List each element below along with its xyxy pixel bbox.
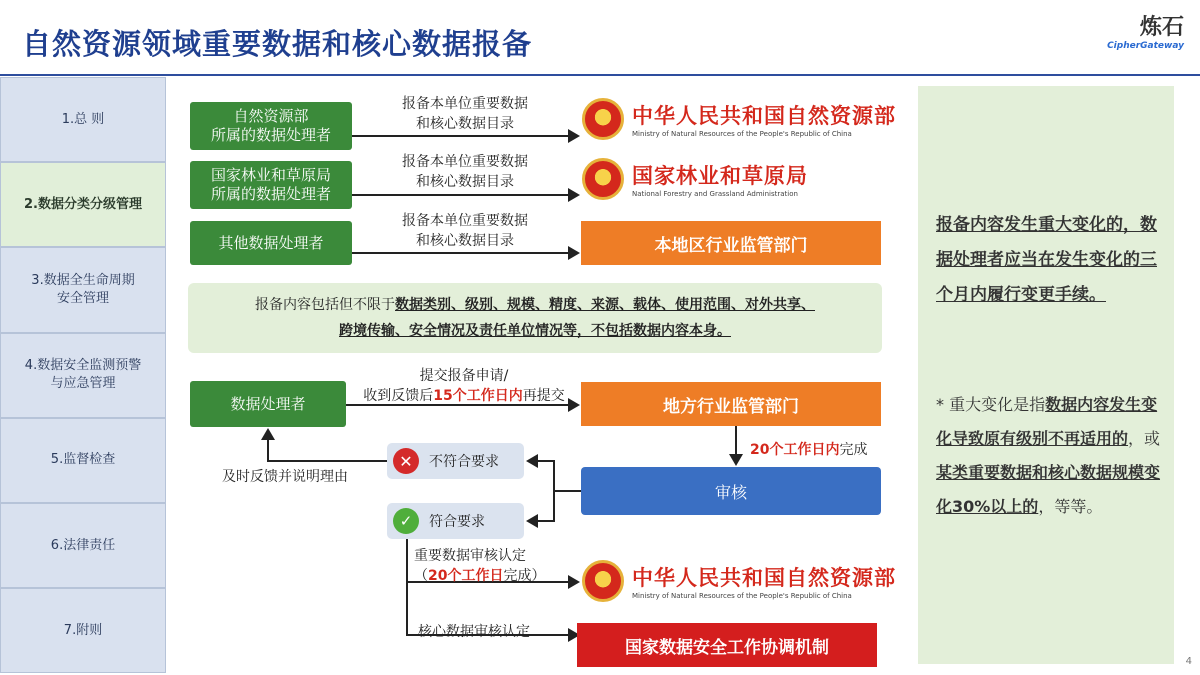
org-name-cn: 中华人民共和国自然资源部 [632,104,896,128]
arrow-up-icon [261,428,275,440]
arrow-line [352,194,572,196]
sidebar-item-inspection[interactable] [0,418,166,503]
arrow-line [268,460,387,462]
sidebar-item-general[interactable] [0,77,166,162]
important-label-text: 重要数据审核认定 [414,548,526,564]
page-title: 自然资源领域重要数据和核心数据报备 [22,27,533,61]
local-regulator-box: 本地区行业监管部门 [581,221,881,265]
data-processor-box: 数据处理者 [190,381,346,427]
reject-label: 不符合要求 [429,454,499,470]
sidebar-item-classification[interactable] [0,162,166,247]
note-prefix: 报备内容包括但不限于 [255,297,395,313]
logo-cn: 炼石 [1139,15,1184,40]
report-label-2: 报备本单位重要数据 和核心数据目录 [402,154,528,190]
sidebar-item-label: 6.法律责任 [50,537,116,553]
submit-label [350,366,578,406]
important-time-red: 20个工作日 [428,568,504,584]
arrow-down-icon [729,454,743,466]
def-d: 某类重要数据和核心数据规模变化30%以上的 [936,463,1161,516]
org-name-en: National Forestry and Grassland Administration [632,190,798,198]
arrow-left-icon [526,514,538,528]
arrow-right-icon [568,188,580,202]
sidebar-item-label: 2.数据分类分级管理 [24,196,142,212]
def-a: * 重大变化是指 [936,395,1046,414]
report-label-1: 报备本单位重要数据 和核心数据目录 [402,96,528,132]
national-emblem-icon [582,158,624,200]
core-dept-box: 国家数据安全工作协调机制 [577,623,877,667]
sidebar-item-label: 3.数据全生命周期 安全管理 [31,272,135,306]
arrow-line [267,438,269,462]
review-time-red: 20个工作日内 [750,442,840,458]
arrow-line [352,135,572,137]
arrow-line [536,460,555,462]
submit-label-2a: 收到反馈后 [363,388,434,404]
review-box: 审核 [581,467,881,515]
source-other-processor: 其他数据处理者 [190,221,352,265]
org-nfga [582,158,808,200]
page-number: 4 [1185,656,1192,667]
submit-label-2b: 15个工作日内 [433,388,523,404]
check-icon: ✓ [393,508,419,534]
sidebar-item-monitoring[interactable] [0,333,166,418]
arrow-line [735,426,737,456]
approve-status [387,503,524,539]
def-e: ，等等。 [1038,497,1103,516]
sidebar-item-appendix[interactable] [0,588,166,673]
arrow-line [553,460,555,522]
national-emblem-icon [582,560,624,602]
local-regulator-box: 地方行业监管部门 [581,382,881,426]
def-b: 数据内容发生变化导致原有级别不再适用的 [936,395,1158,448]
logo-en: CipherGateway [1107,41,1184,51]
change-requirement-text: 报备内容发生重大变化的，数据处理者应当在发生变化的三个月内履行变更手续。 [936,215,1157,305]
sidebar [0,77,166,674]
arrow-line [553,490,581,492]
important-time-prefix: （ [414,568,428,584]
sidebar-item-label: 7.附则 [63,622,103,638]
org-mnr-bottom [582,560,896,602]
sidebar-item-label: 4.数据安全监测预警 与应急管理 [24,358,142,392]
submit-label-2c: 再提交 [522,388,565,404]
national-emblem-icon [582,98,624,140]
org-name-en: Ministry of Natural Resources of the People's Republic of China [632,592,852,600]
arrow-right-icon [568,398,580,412]
sidebar-item-label: 1.总 则 [61,111,105,127]
review-time-suffix: 完成 [839,442,868,458]
brand-logo [1107,10,1184,51]
note-line1: 数据类别、级别、规模、精度、来源、载体、使用范围、对外共享、 [395,297,815,313]
feedback-label: 及时反馈并说明理由 [222,469,348,485]
header-divider [0,74,1200,76]
arrow-line [406,539,408,636]
sidebar-item-lifecycle[interactable] [0,247,166,332]
reject-status [387,443,524,479]
major-change-definition [936,388,1161,524]
core-label: 核心数据审核认定 [418,624,530,640]
org-name-en: Ministry of Natural Resources of the People's Republic of China [632,130,852,138]
arrow-left-icon [526,454,538,468]
cross-icon: ✕ [393,448,419,474]
arrow-line [346,404,572,406]
org-name-cn: 中华人民共和国自然资源部 [632,566,896,590]
source-mnr-processor: 自然资源部 所属的数据处理者 [190,102,352,150]
report-label-3: 报备本单位重要数据 和核心数据目录 [402,213,528,249]
source-nfga-processor: 国家林业和草原局 所属的数据处理者 [190,161,352,209]
sidebar-item-liability[interactable] [0,503,166,588]
approve-label: 符合要求 [429,514,485,530]
important-time-suffix: 完成） [503,568,546,584]
arrow-right-icon [568,129,580,143]
note-line2: 跨境传输、安全情况及责任单位情况等，不包括数据内容本身。 [339,323,731,339]
arrow-right-icon [568,246,580,260]
important-label [414,546,574,586]
report-content-note [188,283,882,353]
org-mnr-top [582,98,896,140]
arrow-line [352,252,572,254]
sidebar-item-label: 5.监督检查 [50,452,116,468]
submit-label-line1: 提交报备申请/ [419,368,509,384]
right-panel [918,86,1174,664]
change-requirement [936,208,1161,313]
review-time-label [750,440,900,460]
def-c: ，或 [1128,429,1161,448]
arrow-line [536,520,555,522]
org-name-cn: 国家林业和草原局 [632,164,808,188]
